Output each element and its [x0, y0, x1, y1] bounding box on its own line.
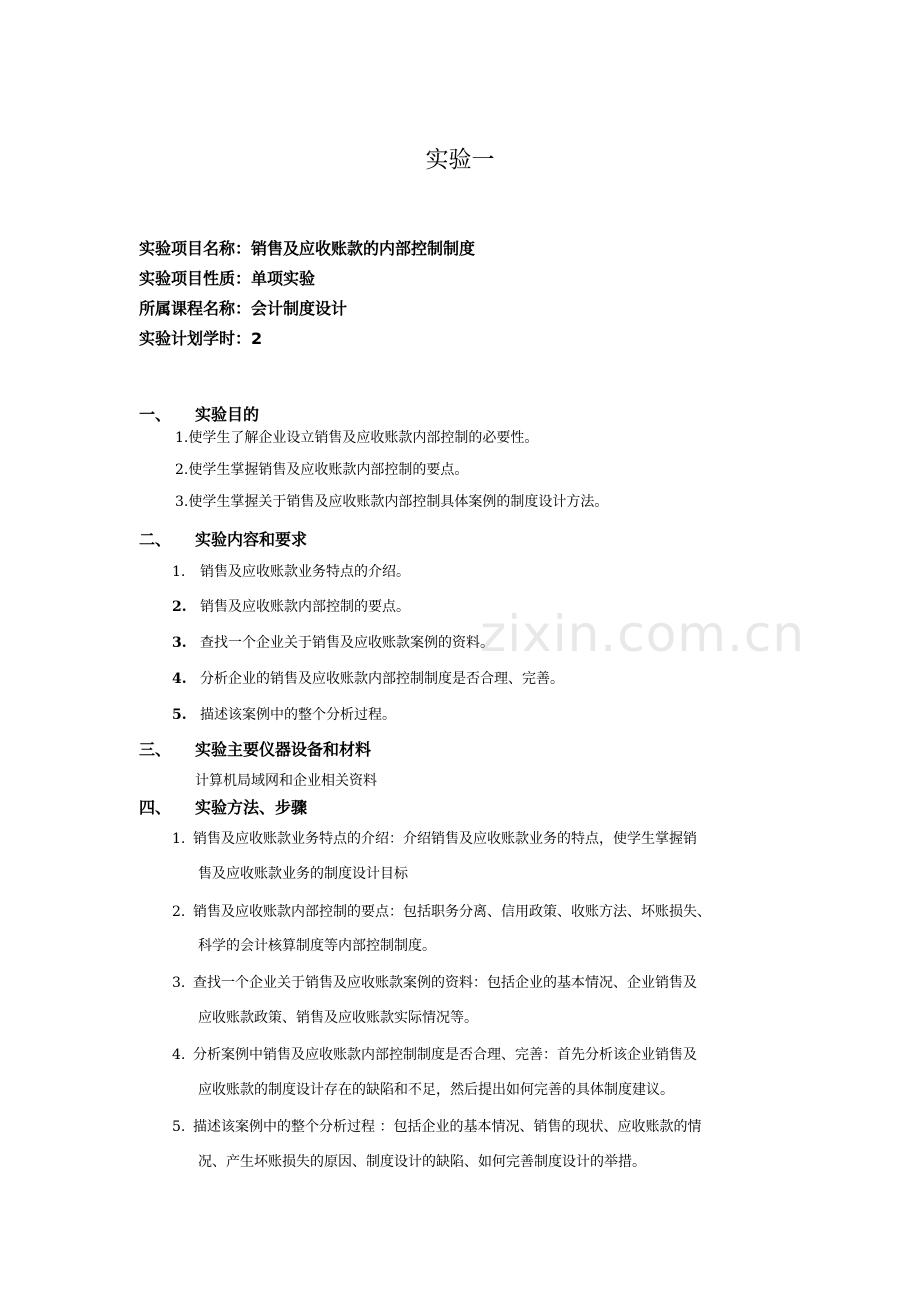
meta-planned-hours — [139, 328, 262, 350]
list-item: 3.使学生掌握关于销售及应收账款内部控制具体案例的制度设计方法。 — [175, 494, 609, 510]
list-item-continuation: 应收账款政策、销售及应收账款实际情况等。 — [198, 1010, 478, 1026]
meta-value: 单项实验 — [251, 269, 316, 288]
list-item-continuation: 科学的会计核算制度等内部控制制度。 — [198, 938, 436, 954]
list-item-number: 4. — [172, 1047, 186, 1063]
list-item-continuation: 售及应收账款业务的制度设计目标 — [198, 866, 408, 882]
list-item-number: 3. — [172, 635, 187, 651]
list-item: 分析案例中销售及应收账款内部控制制度是否合理、完善：首先分析该企业销售及 — [193, 1047, 697, 1063]
page-title: 实验一 — [425, 147, 495, 173]
meta-value: 2 — [251, 329, 263, 348]
list-item-number: 5. — [172, 1119, 186, 1135]
list-item-continuation: 况、产生坏账损失的原因、制度设计的缺陷、如何完善制度设计的举措。 — [198, 1154, 646, 1170]
meta-label: 实验项目性质： — [139, 269, 252, 288]
section-3-number: 三、 — [139, 740, 172, 759]
watermark: zixin.com.cn — [480, 605, 806, 663]
list-item: 1.使学生了解企业设立销售及应收账款内部控制的必要性。 — [175, 430, 539, 446]
list-item-number: 4. — [172, 671, 187, 687]
section-2-title: 实验内容和要求 — [195, 530, 308, 549]
section-1-number: 一、 — [139, 405, 172, 424]
section-3-text: 计算机局域网和企业相关资料 — [195, 773, 377, 789]
meta-value: 会计制度设计 — [251, 299, 348, 318]
list-item-number: 2. — [172, 904, 186, 920]
list-item: 描述该案例中的整个分析过程 ：包括企业的基本情况、销售的现状、应收账款的情 — [193, 1119, 702, 1135]
list-item: 销售及应收账款内部控制的要点：包括职务分离、信用政策、收账方法、坏账损失、 — [193, 904, 711, 920]
meta-value: 销售及应收账款的内部控制制度 — [251, 239, 476, 258]
list-item: 查找一个企业关于销售及应收账款案例的资料。 — [200, 635, 494, 651]
meta-project-name — [139, 238, 475, 260]
list-item: 描述该案例中的整个分析过程。 — [200, 707, 396, 723]
meta-label: 实验项目名称： — [139, 239, 252, 258]
section-1-title: 实验目的 — [195, 405, 260, 424]
list-item: 销售及应收账款业务特点的介绍：介绍销售及应收账款业务的特点，使学生掌握销 — [193, 831, 697, 847]
list-item: 销售及应收账款内部控制的要点。 — [200, 599, 410, 615]
list-item: 2.使学生掌握销售及应收账款内部控制的要点。 — [175, 462, 469, 478]
meta-course-name — [139, 298, 347, 320]
list-item-number: 5. — [172, 707, 187, 723]
list-item-number: 1. — [172, 831, 186, 847]
list-item-continuation: 应收账款的制度设计存在的缺陷和不足，然后提出如何完善的具体制度建议。 — [198, 1082, 674, 1098]
list-item-number: 3. — [172, 975, 186, 991]
meta-label: 所属课程名称： — [139, 299, 252, 318]
section-3-title: 实验主要仪器设备和材料 — [195, 740, 372, 759]
list-item: 查找一个企业关于销售及应收账款案例的资料：包括企业的基本情况、企业销售及 — [193, 975, 697, 991]
section-4-title: 实验方法、步骤 — [195, 798, 308, 817]
list-item-number: 2. — [172, 599, 187, 615]
list-item: 分析企业的销售及应收账款内部控制制度是否合理、完善。 — [200, 671, 564, 687]
list-item: 销售及应收账款业务特点的介绍。 — [200, 564, 410, 580]
meta-project-nature — [139, 268, 315, 290]
list-item-number: 1. — [172, 564, 186, 580]
section-4-number: 四、 — [139, 798, 172, 817]
section-2-number: 二、 — [139, 530, 172, 549]
meta-label: 实验计划学时： — [139, 329, 252, 348]
